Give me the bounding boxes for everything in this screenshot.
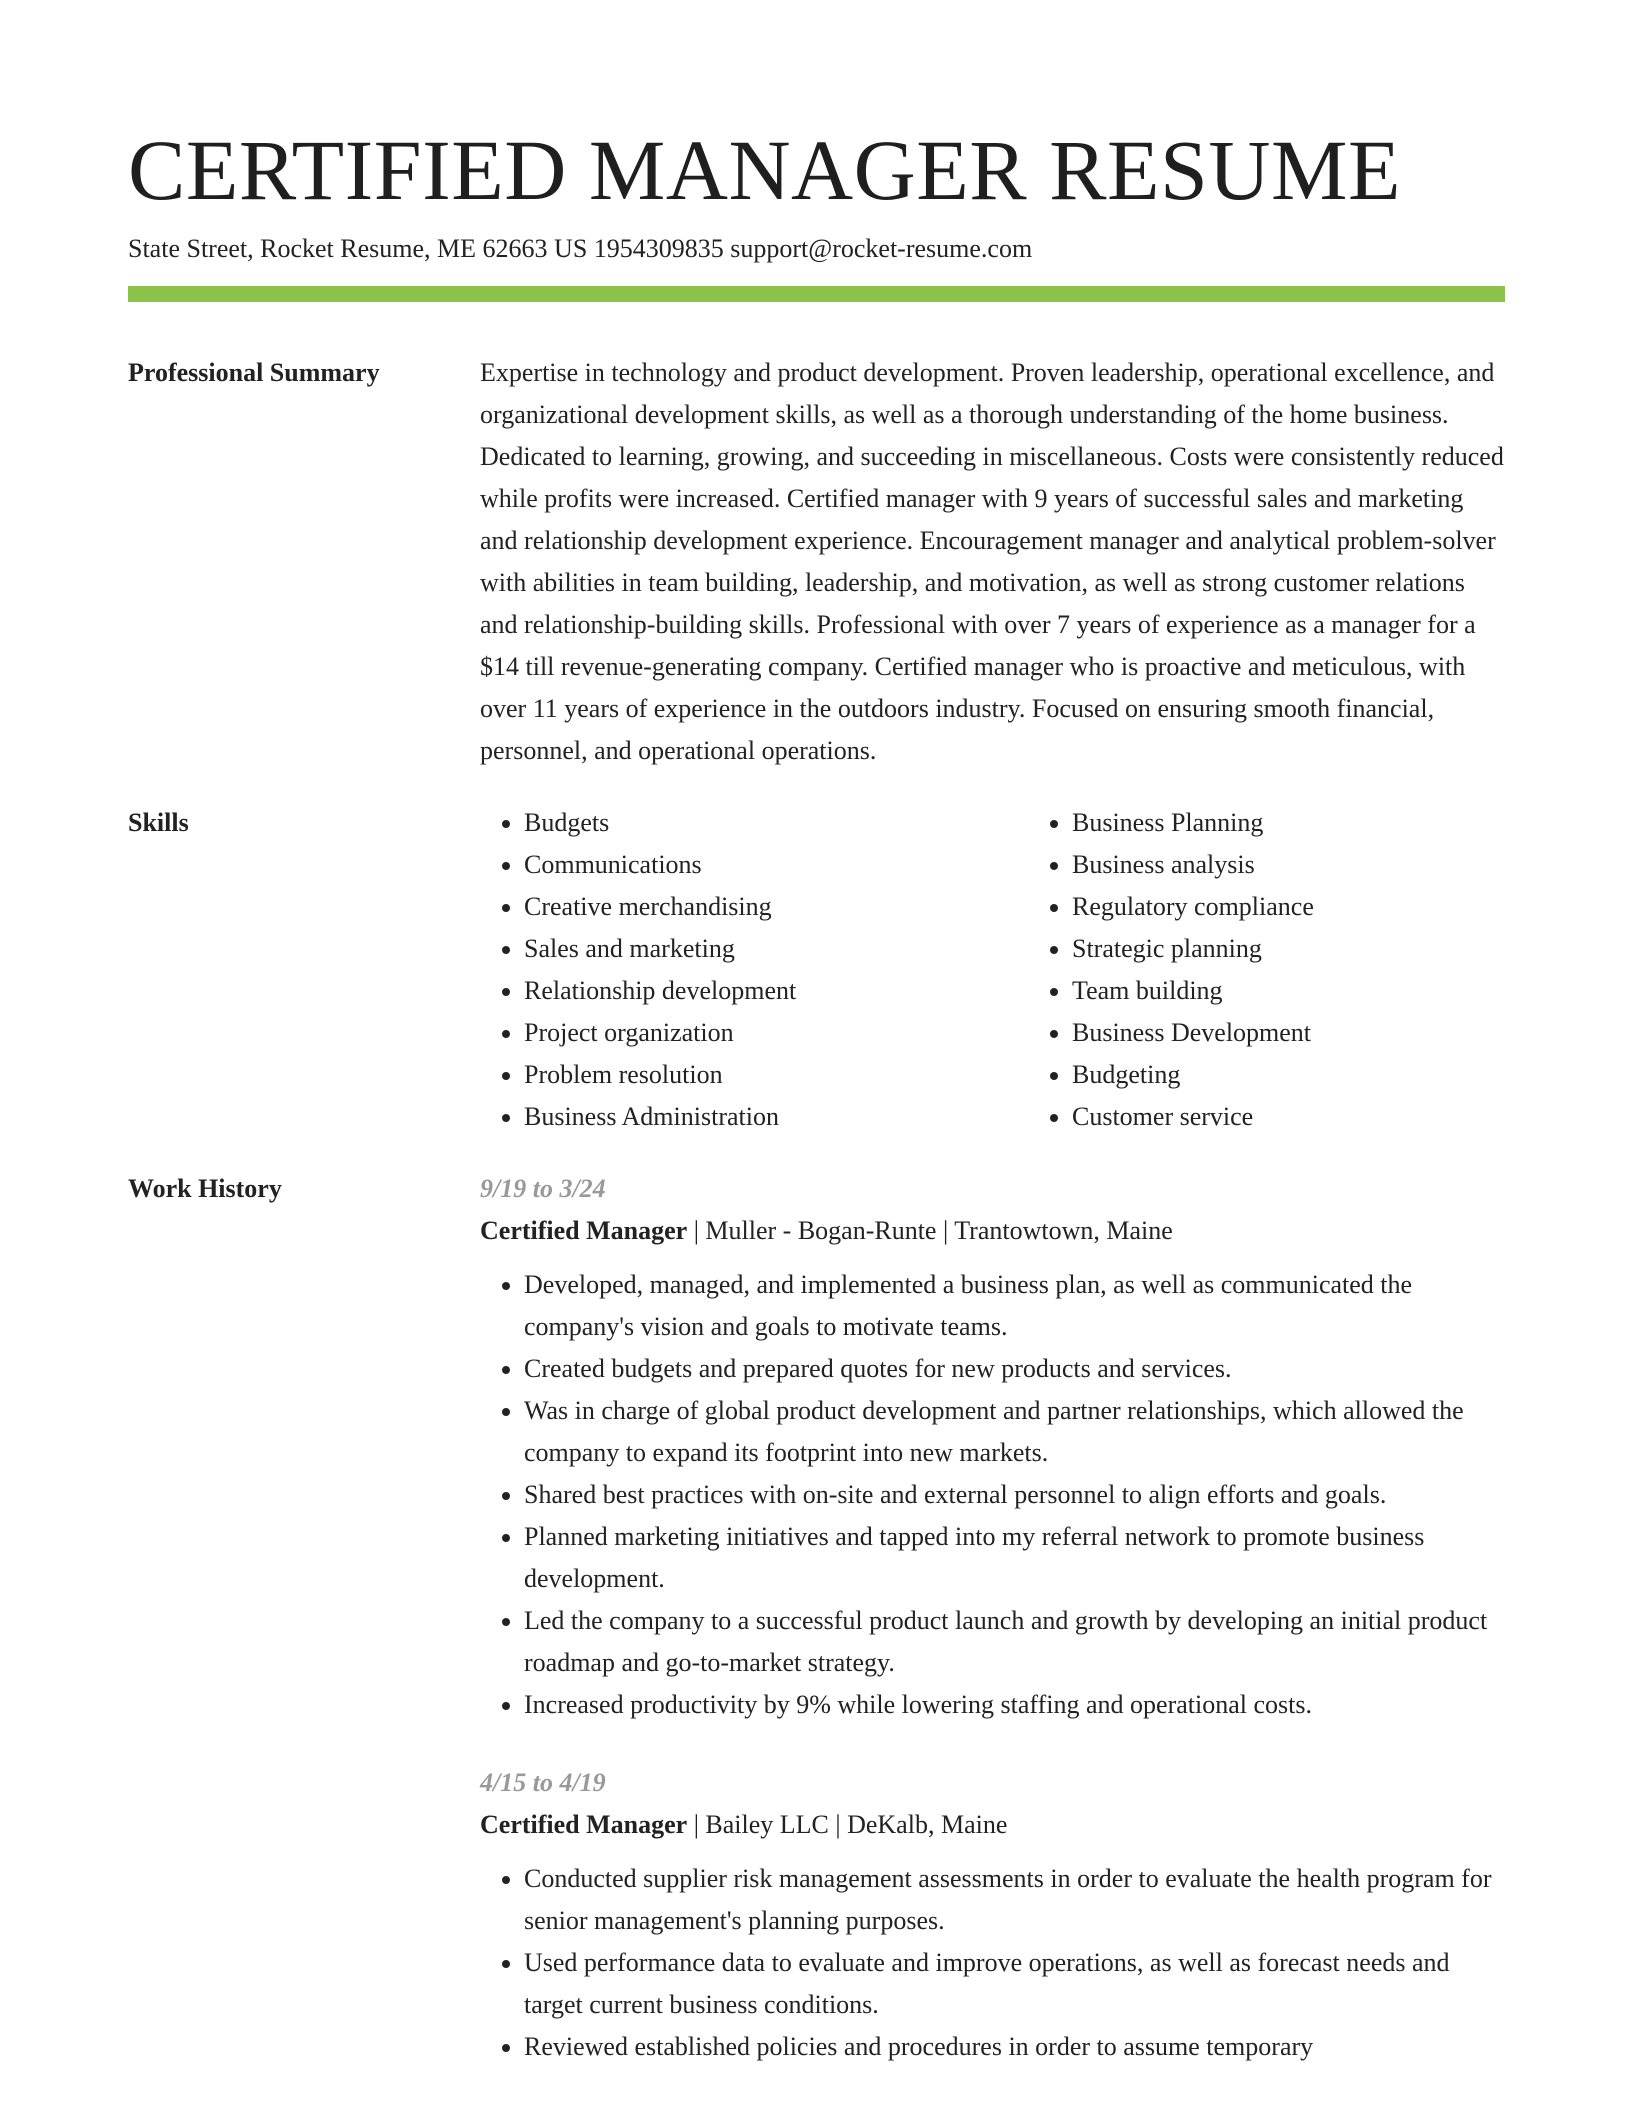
skill-item: • Budgeting	[1072, 1054, 1576, 1096]
job-heading	[480, 1804, 1505, 1846]
skill-item: • Sales and marketing	[524, 928, 1028, 970]
job-dates: 4/15 to 4/19	[480, 1768, 606, 1797]
skill-item: • Budgets	[524, 802, 1028, 844]
skills-list-left	[480, 802, 1028, 1138]
skill-item: • Project organization	[524, 1012, 1028, 1054]
header-divider	[128, 286, 1505, 302]
job-bullet: • Shared best practices with on-site and external personnel to align efforts and goals.	[524, 1474, 1505, 1516]
skill-item: • Creative merchandising	[524, 886, 1028, 928]
work-history-section	[128, 1168, 1505, 2104]
job-bullet: • Developed, managed, and implemented a business plan, as well as communicated the company's vision and goals to motivate teams.	[524, 1264, 1505, 1348]
resume-title: CERTIFIED MANAGER RESUME	[128, 122, 1401, 218]
resume-page	[128, 120, 1505, 2104]
job-role: Certified Manager	[480, 1216, 688, 1245]
job-bullet: • Was in charge of global product development and partner relationships, which allowed the company to expand its footprint into new markets.	[524, 1390, 1505, 1474]
job-entry	[480, 1762, 1505, 2068]
skills-list-right	[1028, 802, 1576, 1138]
skills-section	[128, 802, 1505, 1138]
section-label-work: Work History	[128, 1174, 282, 1203]
summary-text: Expertise in technology and product development. Proven leadership, operational excellence, and organizational development skills, as well as a thorough understanding of the home business. Dedicated to learning, growing, and succeeding in miscellaneous. Costs were consistently reduced while profits were increased. Certified manager with 9 years of successful sales and marketing and relationship development experience. Encouragement manager and analytical problem-solver with abilities in team building, leadership, and motivation, as well as strong customer relations and relationship-building skills. Professional with over 7 years of experience as a manager for a $14 till revenue-generating company. Certified manager who is proactive and meticulous, with over 11 years of experience in the outdoors industry. Focused on ensuring smooth financial, personnel, and operational operations.	[480, 358, 1504, 765]
job-bullet: • Increased productivity by 9% while lowering staffing and operational costs.	[524, 1684, 1505, 1726]
skill-item: • Business analysis	[1072, 844, 1576, 886]
job-dates: 9/19 to 3/24	[480, 1174, 606, 1203]
skill-item: • Regulatory compliance	[1072, 886, 1576, 928]
skill-item: • Strategic planning	[1072, 928, 1576, 970]
section-label-summary: Professional Summary	[128, 358, 380, 387]
contact-line: State Street, Rocket Resume, ME 62663 US 1954309835 support@rocket-resume.com	[128, 234, 1033, 263]
job-entry	[480, 1168, 1505, 1726]
skill-item: • Customer service	[1072, 1096, 1576, 1138]
professional-summary-section	[128, 352, 1505, 772]
job-details: | Bailey LLC | DeKalb, Maine	[687, 1810, 1008, 1839]
job-bullet: • Led the company to a successful product launch and growth by developing an initial product roadmap and go-to-market strategy.	[524, 1600, 1505, 1684]
skill-item: • Business Development	[1072, 1012, 1576, 1054]
job-role: Certified Manager	[480, 1810, 688, 1839]
job-bullet: • Conducted supplier risk management assessments in order to evaluate the health program for senior management's planning purposes.	[524, 1858, 1505, 1942]
job-bullet: • Used performance data to evaluate and improve operations, as well as forecast needs and target current business conditions.	[524, 1942, 1505, 2026]
skill-item: • Problem resolution	[524, 1054, 1028, 1096]
skill-item: • Business Planning	[1072, 802, 1576, 844]
job-bullets	[480, 1858, 1505, 2068]
job-bullet: • Reviewed established policies and procedures in order to assume temporary	[524, 2026, 1505, 2068]
job-bullet: • Created budgets and prepared quotes for new products and services.	[524, 1348, 1505, 1390]
job-details: | Muller - Bogan-Runte | Trantowtown, Maine	[687, 1216, 1173, 1245]
section-label-skills: Skills	[128, 808, 189, 837]
job-heading	[480, 1210, 1505, 1252]
skill-item: • Team building	[1072, 970, 1576, 1012]
job-bullet: • Planned marketing initiatives and tapped into my referral network to promote business development.	[524, 1516, 1505, 1600]
skill-item: • Relationship development	[524, 970, 1028, 1012]
skill-item: • Business Administration	[524, 1096, 1028, 1138]
skill-item: • Communications	[524, 844, 1028, 886]
job-bullets	[480, 1264, 1505, 1726]
